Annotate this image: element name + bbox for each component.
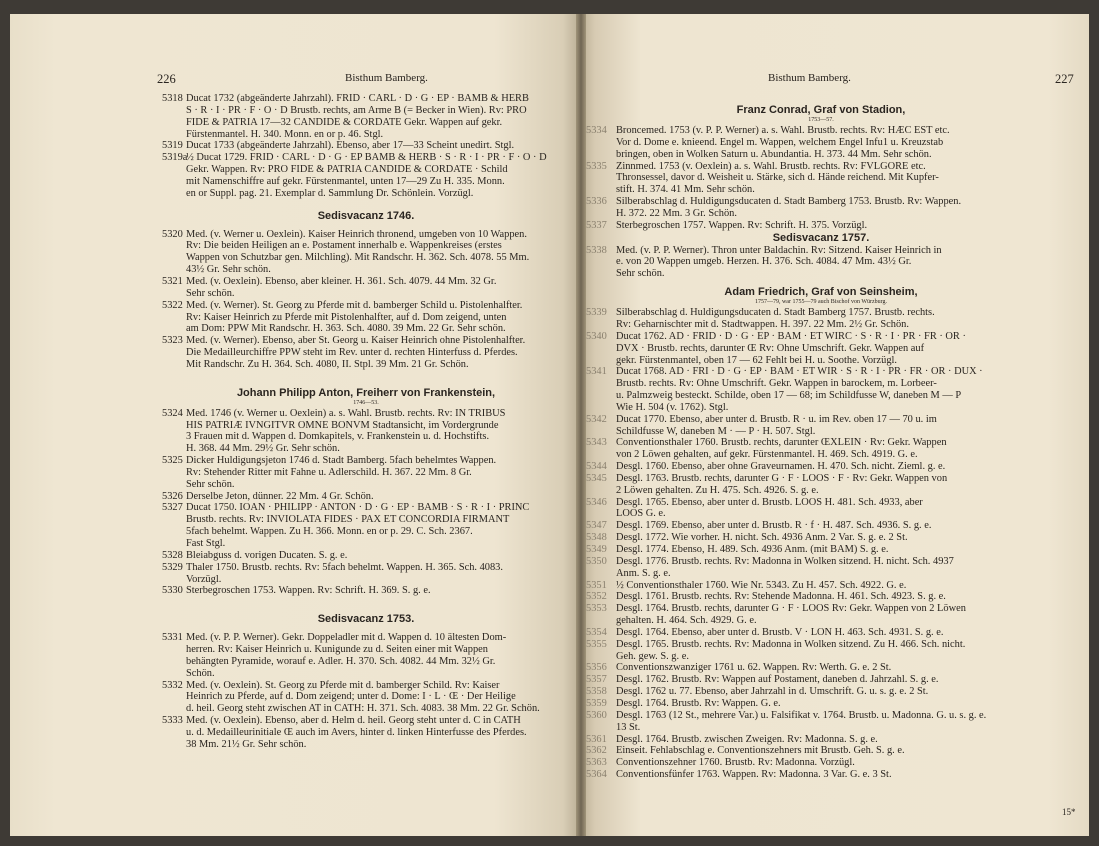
catalog-entry [586, 674, 1044, 686]
catalog-entry [586, 461, 1044, 473]
entry-line: en or Suppl. pag. 21. Exemplar d. Sammlung Dr. Schönlein. Vorzügl. [186, 187, 474, 199]
lot-number: 5348 [586, 532, 607, 544]
lot-number: 5350 [586, 555, 607, 567]
lot-number: 5361 [586, 733, 607, 745]
entry-line: Med. 1746 (v. Werner u. Oexlein) a. s. Wahl. Brustb. rechts. Rv: IN TRIBUS [186, 407, 506, 419]
entry-line: Thaler 1750. Brustb. rechts. Rv: 5fach behelmt. Wappen. H. 365. Sch. 4083. [186, 561, 503, 573]
entry-line: HIS PATRIÆ IVNGITVR OMNE BONVM Stadtansicht, im Vordergrunde [186, 419, 499, 431]
entry-line: Med. (v. Werner). Ebenso, aber St. Georg u. Kaiser Heinrich ohne Pistolenhalfter. [186, 335, 526, 347]
entry-line: Med. (v. P. P. Werner). Thron unter Baldachin. Rv: Sitzend. Kaiser Heinrich in [616, 244, 942, 256]
catalog-entry [586, 496, 1044, 521]
entry-line: ½ Ducat 1729. FRID · CARL · D · G · EP BAMB & HERB · S · R · I · PR · F · O · D [186, 152, 547, 164]
entry-line: Vor d. Dome e. knieend. Engel m. Wappen, welchem Engel Infu1 u. Kreuzstab [616, 136, 944, 148]
catalog-entry [586, 520, 1044, 532]
catalog-entry [586, 745, 1044, 757]
entry-line: von 2 Löwen gehalten, auf gekr. Fürstenmantel. H. 469. Sch. 4919. G. e. [616, 449, 918, 461]
entry-line: Desgl. 1762 u. 77. Ebenso, aber Jahrzahl in d. Umschrift. G. u. s. g. e. 2 St. [616, 686, 929, 698]
entry-line: Rv: Die beiden Heiligen an e. Postament innerhalb e. Wappenkreises (erstes [186, 240, 502, 252]
section-heading: Franz Conrad, Graf von Stadion, [736, 104, 906, 116]
entry-line: Desgl. 1774. Ebenso, H. 489. Sch. 4936 Anm. (mit BAM) S. g. e. [616, 544, 889, 555]
catalog-entry [586, 330, 1044, 367]
entry-line: Ducat 1770. Ebenso, aber unter d. Brustb. R · u. im Rev. oben 17 — 70 u. im [616, 413, 937, 425]
lot-number: 5363 [586, 757, 607, 769]
entry-line: stift. H. 374. 41 Mm. Sehr schön. [616, 184, 755, 196]
catalog-entry [586, 662, 1044, 674]
lot-number: 5358 [586, 686, 607, 698]
catalog-entry [162, 632, 570, 679]
lot-number: 5357 [586, 674, 607, 686]
entry-line: Desgl. 1765. Ebenso, aber unter d. Brustb. LOOS H. 481. Sch. 4933, aber [616, 496, 923, 508]
lot-number: 5322 [162, 299, 183, 311]
entry-line: Desgl. 1761. Brustb. rechts. Rv: Stehende Madonna. H. 461. Sch. 4923. S. g. e. [616, 591, 946, 603]
lot-number: 5321 [162, 275, 183, 287]
entry-line: Conventionszehner 1760. Brustb. Rv: Madonna. Vorzügl. [616, 757, 855, 769]
catalog-entry [162, 276, 570, 300]
lot-number: 5362 [586, 745, 607, 757]
catalog-entry [586, 532, 1044, 544]
catalog-entry [586, 472, 1044, 497]
lot-number: 5355 [586, 638, 607, 650]
entry-line: Med. (v. Oexlein). St. Georg zu Pferde mit d. bamberger Schild. Rv: Kaiser [186, 679, 500, 691]
entry-line: Desgl. 1765. Brustb. rechts. Rv: Madonna in Wolken sitzend. Zu H. 466. Sch. nicht. [616, 638, 966, 650]
entry-line: Fürstenmantel. H. 340. Monn. en or p. 46. Stgl. [186, 128, 384, 140]
catalog-entry [162, 300, 570, 336]
catalog-entry [586, 544, 1044, 556]
spacer [162, 371, 570, 387]
entry-line: Schön. [186, 667, 215, 679]
entry-line: Thronsessel, davor d. Weisheit u. Stärke, sich d. Hände reichend. Mit Kupfer- [616, 172, 939, 184]
entry-line: Silberabschlag d. Huldigungsducaten d. Stadt Bamberg 1753. Brustb. Rv: Wappen. [616, 196, 962, 208]
entry-line: behängten Pyramide, worauf e. Adler. H. 370. Sch. 4082. 44 Mm. 32½ Gr. [186, 655, 496, 667]
lot-number: 5319 [162, 140, 183, 152]
lot-number: 5359 [586, 697, 607, 709]
entry-line: Bleiabguss d. vorigen Ducaten. S. g. e. [186, 549, 348, 561]
entry-line: u. Palmzweig besteckt. Schilde, oben 17 — 68; im Schildfusse W, daneben M — P [616, 390, 962, 402]
entry-line: Desgl. 1764. Brustb. rechts, darunter G · F · LOOS Rv: Gekr. Wappen von 2 Löwen [616, 603, 966, 615]
left-page-number: 226 [157, 72, 176, 86]
entry-line: Vorzügl. [186, 573, 222, 585]
catalog-entry [586, 555, 1044, 580]
entry-line: Gekr. Wappen. Rv: PRO FIDE & PATRIA CANDIDE & CORDATE · Schild [186, 164, 508, 176]
catalog-entry [162, 93, 570, 140]
entry-line: Med. (v. Werner u. Oexlein). Kaiser Heinrich thronend, umgeben von 10 Wappen. [186, 228, 527, 240]
section-heading: Sedisvacanz 1753. [317, 613, 415, 626]
lot-number: 5333 [162, 715, 183, 727]
entry-line: Geh. gew. S. g. e. [616, 650, 689, 662]
catalog-entry [586, 160, 1044, 197]
entry-line: Rv: Geharnischter mit d. Stadtwappen. H. 397. 22 Mm. 2½ Gr. Schön. [616, 318, 909, 330]
catalog-entry [586, 626, 1044, 639]
entry-line: Dicker Huldigungsjeton 1746 d. Stadt Bamberg. 5fach behelmtes Wappen. [186, 455, 497, 467]
entry-line: Desgl. 1762. Brustb. Rv: Wappen auf Postament, daneben d. Jahrzahl. S. g. e. [616, 674, 939, 686]
entry-line: Desgl. 1764. Brustb. Rv: Wappen. G. e. [616, 697, 781, 709]
entry-line: 3 Frauen mit d. Wappen d. Domkapitels, v. Frankenstein u. d. Hochstifts. [186, 431, 490, 443]
catalog-entry [162, 455, 570, 491]
catalog-entry [162, 502, 570, 549]
entry-line: gehalten. H. 464. Sch. 4929. G. e. [616, 615, 757, 627]
catalog-entry [586, 307, 1044, 331]
catalog-entry [586, 437, 1044, 461]
lot-number: 5340 [586, 330, 607, 342]
section-subheading: 1757—79, war 1755—79 auch Bischof von Würzburg. [754, 299, 888, 306]
entry-line: mit Namenschiffre auf gekr. Fürstenmantel, unten 17—29 Zu H. 335. Monn. [186, 175, 505, 187]
catalog-entry [162, 550, 570, 562]
lot-number: 5327 [162, 502, 183, 514]
catalog-entry [162, 715, 570, 751]
entry-line: Einseit. Fehlabschlag e. Conventionszehners mit Brustb. Geh. S. g. e. [616, 745, 905, 757]
lot-number: 5318 [162, 93, 183, 104]
entry-line: H. 368. 44 Mm. 29½ Gr. Sehr schön. [186, 443, 340, 455]
lot-number: 5330 [162, 585, 183, 597]
entry-line: Conventionsthaler 1760. Brustb. rechts, darunter ŒXLEIN · Rv: Gekr. Wappen [616, 437, 947, 449]
entry-line: Desgl. 1763 (12 St., mehrere Var.) u. Falsifikat v. 1764. Brustb. u. Madonna. G. u. s. g. e. [616, 709, 987, 721]
section-heading: Sedisvacanz 1746. [317, 209, 415, 222]
entry-line: Med. (v. Oexlein). Ebenso, aber kleiner. H. 361. Sch. 4079. 44 Mm. 32 Gr. [186, 275, 497, 287]
lot-number: 5335 [586, 160, 607, 172]
entry-line: Med. (v. Oexlein). Ebenso, aber d. Helm d. heil. Georg steht unter d. C in CATH [186, 715, 521, 727]
entry-line: S · R · I · PR · F · O · D Brustb. rechts, am Arme B (= Becker in Wien). Rv: PRO [186, 104, 527, 116]
right-page-text [586, 104, 1044, 781]
catalog-entry [586, 686, 1044, 698]
catalog-entry [162, 152, 570, 199]
entry-line: Desgl. 1764. Brustb. zwischen Zweigen. Rv: Madonna. S. g. e. [616, 733, 878, 745]
section-subheading: 1753—57. [808, 117, 834, 123]
lot-number: 5356 [586, 662, 607, 674]
catalog-entry [586, 697, 1044, 710]
lot-number: 5328 [162, 549, 183, 561]
right-page [580, 14, 1089, 836]
catalog-entry [162, 408, 570, 455]
lot-number: 5326 [162, 490, 183, 502]
entry-line: herren. Rv: Kaiser Heinrich u. Kunigunde zu d. Seiten einer mit Wappen [186, 644, 488, 656]
entry-line: ½ Conventionsthaler 1760. Wie Nr. 5343. Zu H. 457. Sch. 4922. G. e. [616, 579, 907, 591]
entry-line: Desgl. 1760. Ebenso, aber ohne Graveurnamen. H. 470. Sch. nicht. Zieml. g. e. [616, 461, 946, 473]
spacer [162, 200, 570, 210]
catalog-entry [586, 219, 1044, 232]
catalog-entry [586, 638, 1044, 663]
entry-line: H. 372. 22 Mm. 3 Gr. Schön. [616, 207, 737, 219]
lot-number: 5331 [162, 632, 183, 644]
entry-line: 43½ Gr. Sehr schön. [186, 264, 271, 276]
entry-line: Heinrich zu Pferde, auf d. Dom zeigend; unter d. Dome: I · L · Œ · Der Heilige [186, 691, 516, 703]
entry-line: e. von 20 Wappen umgeb. Herzen. H. 376. Sch. 4084. 47 Mm. 43½ Gr. [616, 256, 912, 268]
section-heading: Adam Friedrich, Graf von Seinsheim, [724, 286, 918, 299]
lot-number: 5364 [586, 769, 607, 781]
entry-line: Sehr schön. [616, 268, 665, 280]
entry-line: DVX · Brustb. rechts, darunter Œ Rv: Ohne Umschrift. Gekr. Wappen auf [616, 342, 925, 354]
catalog-entry [586, 579, 1044, 592]
catalog-entry [162, 335, 570, 371]
lot-number: 5344 [586, 461, 607, 473]
entry-line: Mit Randschr. Zu H. 364. Sch. 4080, II. Stpl. 39 Mm. 21 Gr. Schön. [186, 358, 469, 370]
lot-number: 5339 [586, 307, 607, 319]
entry-line: Die Medailleurchiffre PPW steht im Rev. unter d. rechten Hinterfuss d. Pferdes. [186, 347, 518, 359]
lot-number: 5319a [162, 152, 188, 164]
entry-line: Brustb. rechts. Rv: INVIOLATA FIDES · PAX ET CONCORDIA FIRMANT [186, 514, 510, 526]
entry-line: Desgl. 1769. Ebenso, aber unter d. Brustb. R · f · H. 487. Sch. 4936. S. g. e. [616, 520, 932, 532]
entry-line: 13 St. [616, 721, 641, 733]
lot-number: 5354 [586, 626, 607, 638]
entry-line: Desgl. 1764. Ebenso, aber unter d. Brustb. V · LON H. 463. Sch. 4931. S. g. e. [616, 626, 944, 638]
catalog-entry [586, 366, 1044, 413]
entry-line: Broncemed. 1753 (v. P. P. Werner) a. s. Wahl. Brustb. rechts. Rv: HÆC EST etc. [616, 125, 950, 136]
entry-line: Derselbe Jeton, dünner. 22 Mm. 4 Gr. Schön. [186, 490, 374, 502]
lot-number: 5337 [586, 219, 607, 231]
catalog-entry [586, 709, 1044, 734]
lot-number: 5329 [162, 561, 183, 573]
entry-line: Schildfusse W, daneben M · — P · H. 507. Stgl. [616, 425, 816, 437]
lot-number: 5324 [162, 407, 183, 419]
entry-line: Ducat 1732 (abgeänderte Jahrzahl). FRID · CARL · D · G · EP · BAMB & HERB [186, 93, 529, 104]
lot-number: 5353 [586, 603, 607, 615]
lot-number: 5325 [162, 455, 183, 467]
left-page [10, 14, 580, 836]
lot-number: 5323 [162, 335, 183, 347]
entry-line: Ducat 1750. IOAN · PHILIPP · ANTON · D · G · EP · BAMB · S · R · I · PRINC [186, 502, 530, 514]
catalog-entry [162, 585, 570, 597]
section-heading: Johann Philipp Anton, Freiherr von Frankenstein, [236, 386, 496, 399]
signature-mark: 15* [1062, 807, 1076, 817]
entry-line: Med. (v. Werner). St. Georg zu Pferde mit d. bamberger Schild u. Pistolenhalfter. [186, 299, 523, 311]
entry-line: Silberabschlag d. Huldigungsducaten d. Stadt Bamberg 1757. Brustb. rechts. [616, 307, 935, 319]
catalog-entry [586, 244, 1044, 281]
entry-line: bringen, oben in Wolken Saturn u. Abundantia. H. 373. 44 Mm. Sehr schön. [616, 148, 932, 160]
entry-line: Rv: Stehender Ritter mit Fahne u. Adlerschild. H. 367. 22 Mm. 8 Gr. [186, 466, 472, 478]
catalog-entry [162, 680, 570, 716]
right-running-head: Bisthum Bamberg. [768, 72, 851, 84]
catalog-entry [586, 769, 1044, 781]
entry-line: 38 Mm. 21½ Gr. Sehr schön. [186, 738, 307, 750]
lot-number: 5346 [586, 496, 607, 508]
catalog-entry [586, 603, 1044, 627]
catalog-entry [162, 140, 570, 152]
catalog-entry [162, 491, 570, 503]
entry-line: LOOS G. e. [616, 508, 666, 520]
section-subheading: 1746—53. [353, 399, 379, 406]
lot-number: 5347 [586, 520, 607, 532]
entry-line: Rv: Kaiser Heinrich zu Pferde mit Pistolenhalfter, auf d. Dom zeigend, unten [186, 311, 507, 323]
entry-line: Desgl. 1763. Brustb. rechts, darunter G · F · LOOS · F · Rv: Gekr. Wappen von [616, 472, 948, 484]
catalog-entry [162, 562, 570, 586]
entry-line: Med. (v. P. P. Werner). Gekr. Doppeladler mit d. Wappen d. 10 ältesten Dom- [186, 632, 507, 644]
left-running-head: Bisthum Bamberg. [345, 72, 428, 84]
entry-line: Ducat 1762. AD · FRID · D · G · EP · BAM · ET WIRC · S · R · I · PR · FR · OR · [616, 330, 966, 342]
entry-line: Brustb. rechts. Rv: Ohne Umschrift. Gekr. Wappen in barockem, m. Lorbeer- [616, 378, 937, 390]
entry-line: FIDE & PATRIA 17—32 CANDIDE & CORDATE Gekr. Wappen auf gekr. [186, 116, 503, 128]
entry-line: gekr. Fürstenmantel, oben 17 — 62 Fehlt bei H. u. Soothe. Vorzügl. [616, 354, 898, 366]
entry-line: Anm. S. g. e. [616, 567, 671, 579]
book-gutter [576, 14, 586, 836]
lot-number: 5352 [586, 591, 607, 603]
entry-line: Desgl. 1772. Wie vorher. H. nicht. Sch. 4936 Anm. 2 Var. S. g. e. 2 St. [616, 532, 908, 544]
entry-line: 2 Löwen gehalten. Zu H. 475. Sch. 4926. S. g. e. [616, 484, 819, 496]
entry-line: Ducat 1733 (abgeänderte Jahrzahl). Ebenso, aber 17—33 Scheint unedirt. Stgl. [186, 140, 515, 152]
lot-number: 5341 [586, 366, 607, 378]
catalog-entry [586, 757, 1044, 769]
entry-line: Sehr schön. [186, 287, 235, 299]
lot-number: 5332 [162, 679, 183, 691]
catalog-entry [162, 229, 570, 276]
entry-line: u. d. Medailleurinitiale Œ auch im Avers, hinter d. linken Hinterfusse des Pferdes. [186, 726, 527, 738]
entry-line: Wappen von Schutzbar gen. Milchling). Mit Randschr. H. 362. Sch. 4078. 55 Mm. [186, 252, 530, 264]
lot-number: 5342 [586, 413, 607, 425]
entry-line: d. heil. Georg steht zwischen AT in CATH: H. 371. Sch. 4083. 38 Mm. 22 Gr. Schön. [186, 703, 540, 715]
lot-number: 5334 [586, 125, 607, 136]
lot-number: 5343 [586, 437, 607, 449]
entry-line: Conventionszwanziger 1761 u. 62. Wappen. Rv: Werth. G. e. 2 St. [616, 662, 892, 674]
entry-line: Zinnmed. 1753 (v. Oexlein) a. s. Wahl. Brustb. rechts. Rv: FVLGORE etc. [616, 160, 926, 172]
section-heading: Sedisvacanz 1757. [772, 231, 870, 244]
lot-number: 5345 [586, 472, 607, 484]
catalog-entry [586, 125, 1044, 161]
entry-line: 5fach behelmt. Wappen. Zu H. 366. Monn. en or p. 29. C. Sch. 2367. [186, 526, 473, 538]
catalog-entry [586, 196, 1044, 220]
lot-number: 5336 [586, 196, 607, 208]
entry-line: Desgl. 1776. Brustb. rechts. Rv: Madonna in Wolken sitzend. H. nicht. Sch. 4937 [616, 555, 954, 567]
entry-line: am Dom: PPW Mit Randschr. H. 363. Sch. 4080. 39 Mm. 22 Gr. Sehr schön. [186, 323, 506, 335]
spacer [162, 597, 570, 613]
catalog-entry [586, 591, 1044, 603]
catalog-entry [586, 733, 1044, 746]
entry-line: Sterbegroschen 1753. Wappen. Rv: Schrift. H. 369. S. g. e. [186, 585, 431, 597]
lot-number: 5349 [586, 544, 607, 555]
open-book [10, 14, 1089, 836]
left-page-text [162, 93, 570, 751]
lot-number: 5320 [162, 228, 183, 240]
right-page-number: 227 [1055, 72, 1074, 86]
entry-line: Fast Stgl. [186, 538, 226, 549]
catalog-entry [586, 413, 1044, 438]
lot-number: 5338 [586, 244, 607, 256]
entry-line: Ducat 1768. AD · FRI · D · G · EP · BAM · ET WIR · S · R · I · PR · FR · OR · DUX · [616, 366, 983, 378]
entry-line: Wie H. 504 (v. 1762). Stgl. [616, 401, 729, 413]
entry-line: Sehr schön. [186, 478, 235, 490]
entry-line: Conventionsfünfer 1763. Wappen. Rv: Madonna. 3 Var. G. e. 3 St. [616, 769, 892, 781]
lot-number: 5351 [586, 579, 607, 591]
lot-number: 5360 [586, 709, 607, 721]
entry-line: Sterbegroschen 1757. Wappen. Rv: Schrift. H. 375. Vorzügl. [616, 219, 868, 231]
